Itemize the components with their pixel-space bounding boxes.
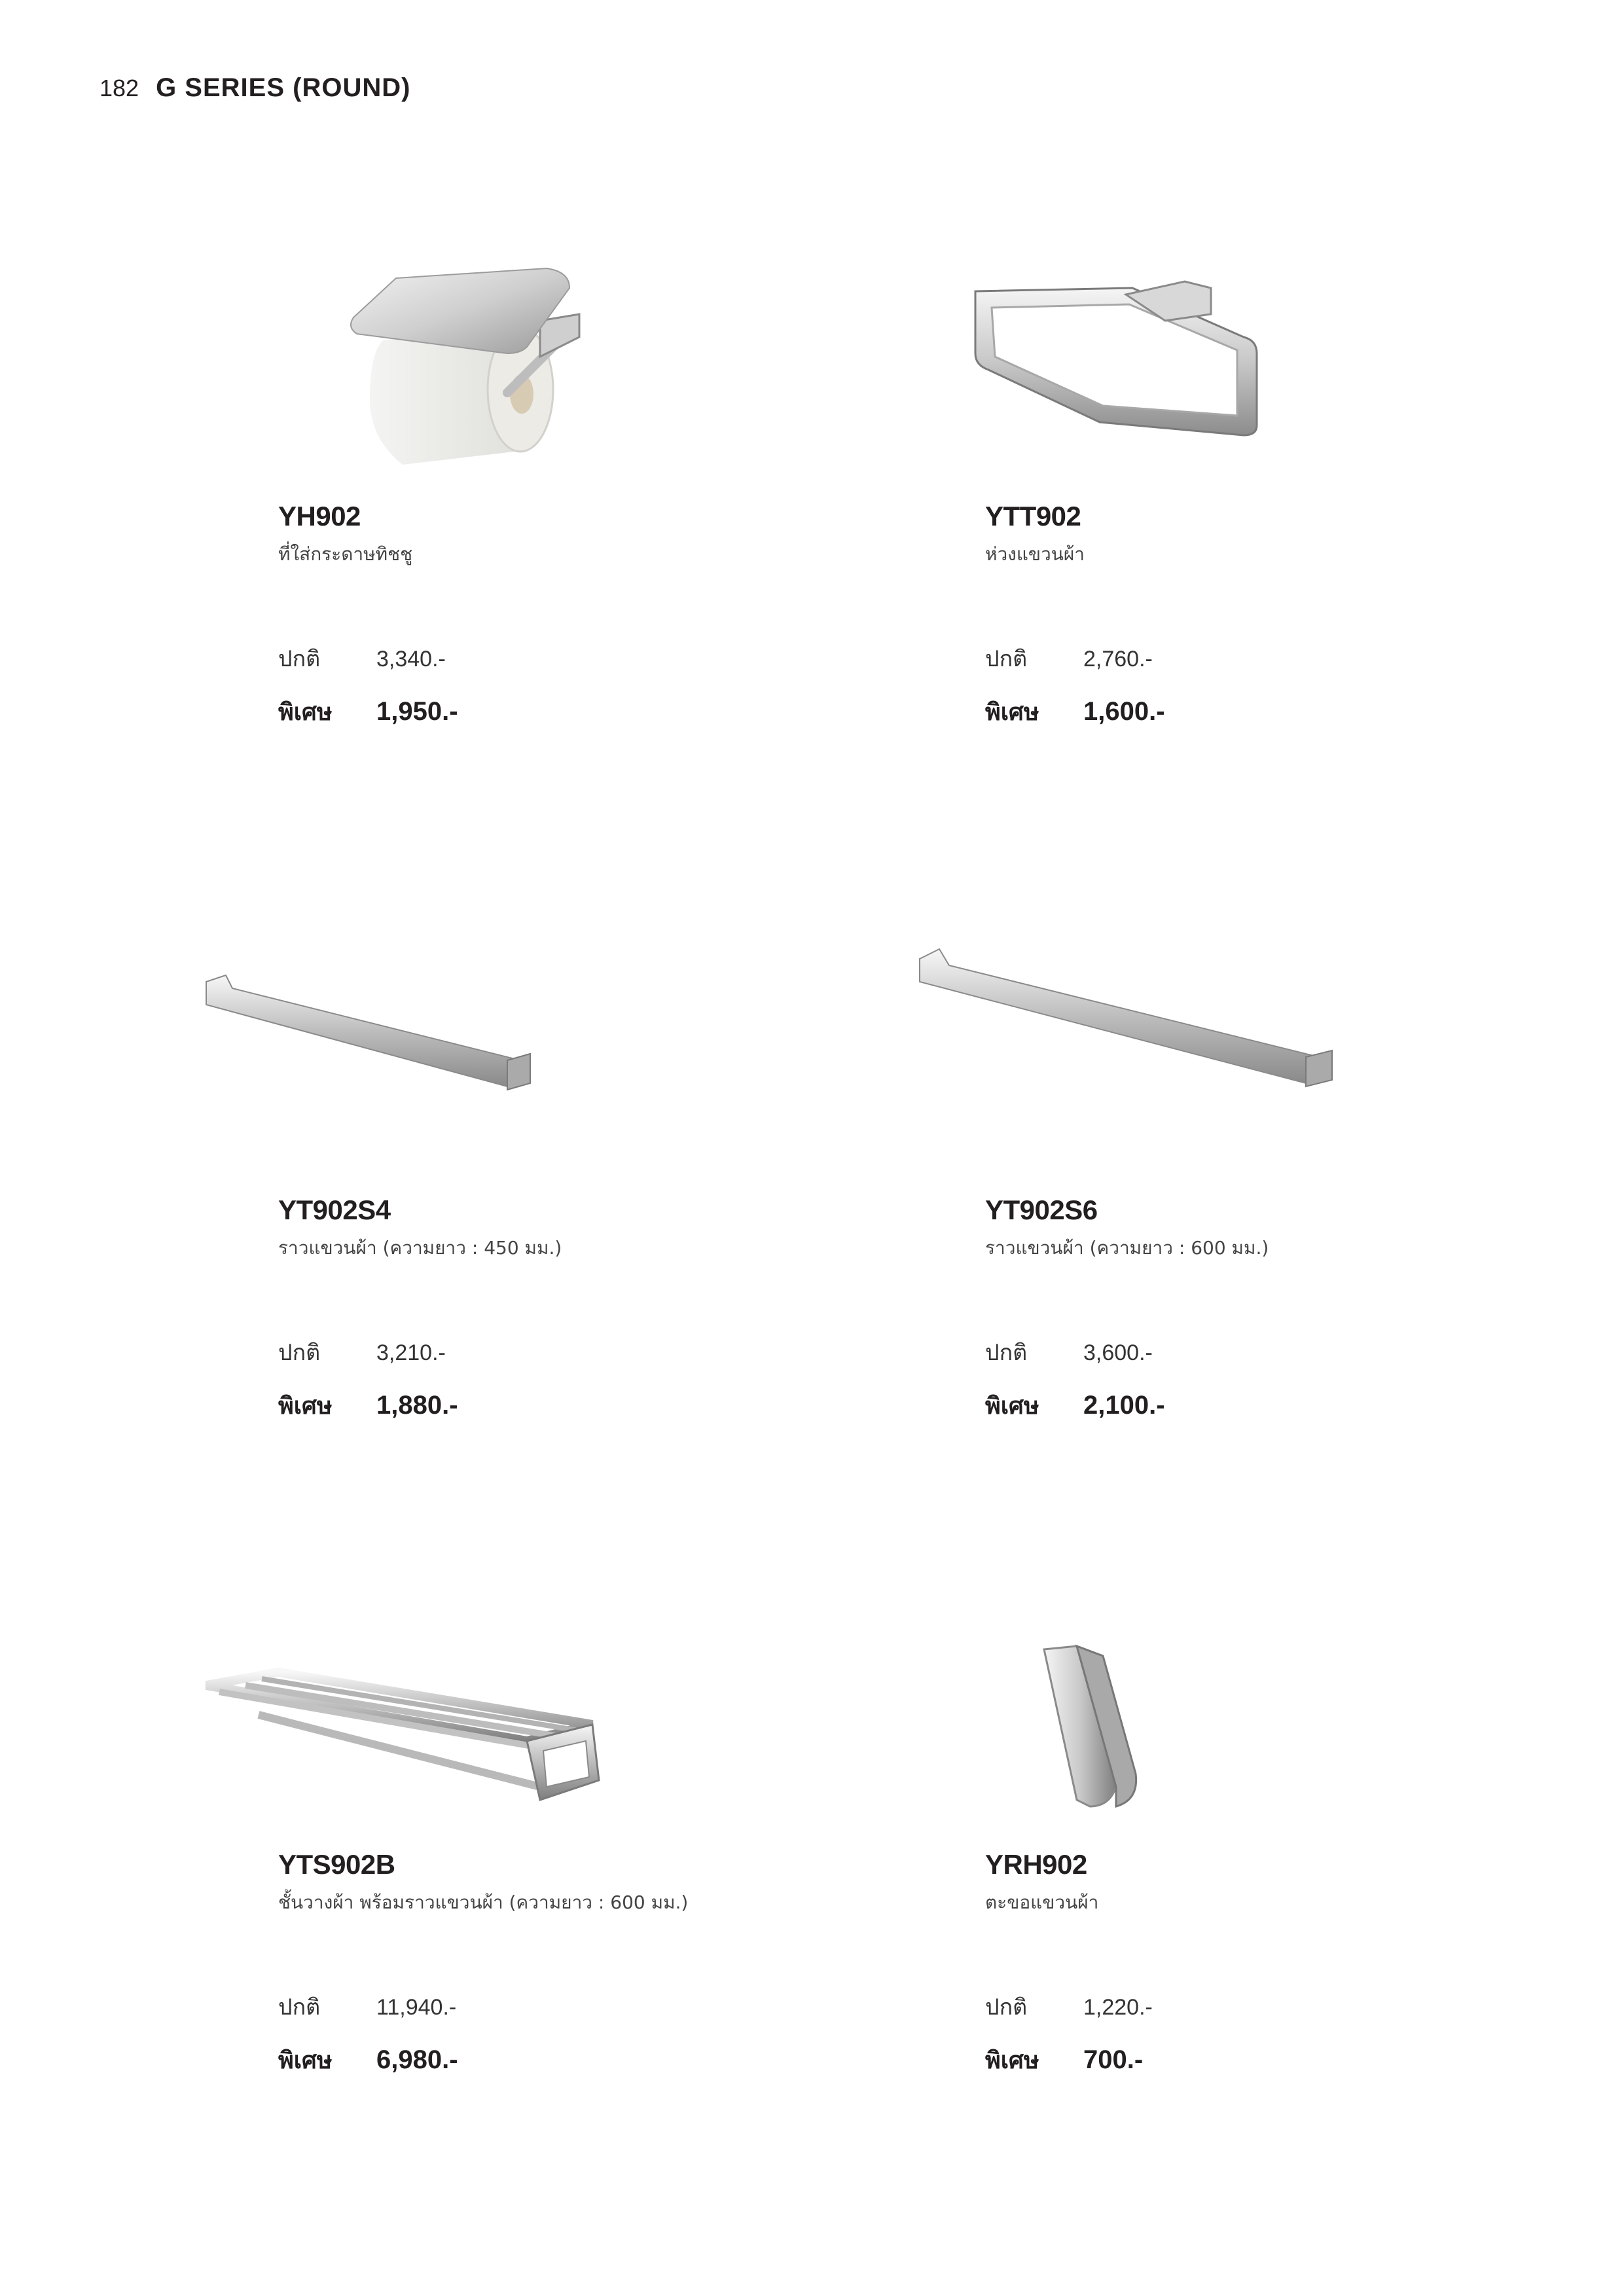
special-price-label: พิเศษ bbox=[985, 1393, 1039, 1420]
product-code: YTS902B bbox=[278, 1849, 395, 1880]
product-card bbox=[278, 1558, 867, 2074]
robe-hook-icon bbox=[1038, 1643, 1155, 1820]
product-description: ชั้นวางผ้า พร้อมราวแขวนผ้า (ความยาว : 600 มม.) bbox=[278, 1892, 689, 1913]
towel-shelf-icon bbox=[200, 1649, 619, 1833]
normal-price-label: ปกติ bbox=[278, 646, 321, 672]
normal-price-label: ปกติ bbox=[278, 1340, 321, 1366]
towel-bar-icon bbox=[913, 942, 1345, 1093]
product-card bbox=[985, 209, 1574, 726]
special-price-row bbox=[278, 2041, 688, 2079]
special-price-row bbox=[985, 1387, 1269, 1424]
normal-price: 11,940.- bbox=[376, 1995, 457, 2020]
product-description: ราวแขวนผ้า (ความยาว : 600 มม.) bbox=[985, 1237, 1269, 1259]
normal-price: 3,210.- bbox=[376, 1340, 446, 1365]
series-title: G SERIES (ROUND) bbox=[156, 73, 411, 102]
normal-price: 2,760.- bbox=[1083, 647, 1153, 672]
product-description: ตะขอแขวนผ้า bbox=[985, 1892, 1099, 1913]
page-number: 182 bbox=[99, 75, 139, 101]
towel-bar-icon bbox=[200, 969, 540, 1100]
normal-price-row bbox=[985, 1335, 1269, 1370]
normal-price-label: ปกติ bbox=[278, 1994, 321, 2020]
special-price: 1,950.- bbox=[376, 697, 458, 726]
product-info bbox=[985, 501, 1165, 730]
product-description: ที่ใส่กระดาษทิชชู bbox=[278, 543, 413, 565]
special-price-row bbox=[985, 693, 1165, 730]
special-price: 1,880.- bbox=[376, 1391, 458, 1420]
product-info bbox=[985, 1194, 1269, 1424]
product-info bbox=[278, 501, 458, 730]
product-description: ห่วงแขวนผ้า bbox=[985, 543, 1085, 565]
normal-price-row bbox=[278, 1989, 688, 2024]
special-price-row bbox=[278, 1387, 562, 1424]
special-price-label: พิเศษ bbox=[985, 2047, 1039, 2074]
special-price-row bbox=[985, 2041, 1153, 2079]
product-code: YT902S4 bbox=[278, 1194, 391, 1225]
special-price: 6,980.- bbox=[376, 2045, 458, 2074]
product-info bbox=[278, 1194, 562, 1424]
product-code: YRH902 bbox=[985, 1849, 1087, 1880]
special-price-row bbox=[278, 693, 458, 730]
special-price: 1,600.- bbox=[1083, 697, 1165, 726]
special-price: 700.- bbox=[1083, 2045, 1144, 2074]
product-card bbox=[278, 903, 867, 1420]
product-code: YT902S6 bbox=[985, 1194, 1098, 1225]
product-info bbox=[985, 1849, 1153, 2079]
special-price-label: พิเศษ bbox=[278, 699, 333, 726]
normal-price-row bbox=[278, 641, 458, 676]
product-code: YH902 bbox=[278, 501, 361, 531]
special-price: 2,100.- bbox=[1083, 1391, 1165, 1420]
special-price-label: พิเศษ bbox=[278, 2047, 333, 2074]
normal-price: 1,220.- bbox=[1083, 1995, 1153, 2020]
towel-ring-icon bbox=[969, 275, 1276, 445]
normal-price-row bbox=[985, 641, 1165, 676]
special-price-label: พิเศษ bbox=[985, 699, 1039, 726]
product-code: YTT902 bbox=[985, 501, 1081, 531]
product-card bbox=[985, 1558, 1574, 2074]
normal-price-label: ปกติ bbox=[985, 1994, 1028, 2020]
toilet-paper-holder-icon bbox=[344, 242, 586, 478]
normal-price-row bbox=[278, 1335, 562, 1370]
product-card bbox=[278, 209, 867, 726]
special-price-label: พิเศษ bbox=[278, 1393, 333, 1420]
normal-price-label: ปกติ bbox=[985, 646, 1028, 672]
product-description: ราวแขวนผ้า (ความยาว : 450 มม.) bbox=[278, 1237, 562, 1259]
normal-price: 3,600.- bbox=[1083, 1340, 1153, 1365]
product-info bbox=[278, 1849, 688, 2079]
normal-price: 3,340.- bbox=[376, 647, 446, 672]
page-header bbox=[99, 73, 410, 103]
normal-price-row bbox=[985, 1989, 1153, 2024]
normal-price-label: ปกติ bbox=[985, 1340, 1028, 1366]
product-card bbox=[985, 903, 1574, 1420]
